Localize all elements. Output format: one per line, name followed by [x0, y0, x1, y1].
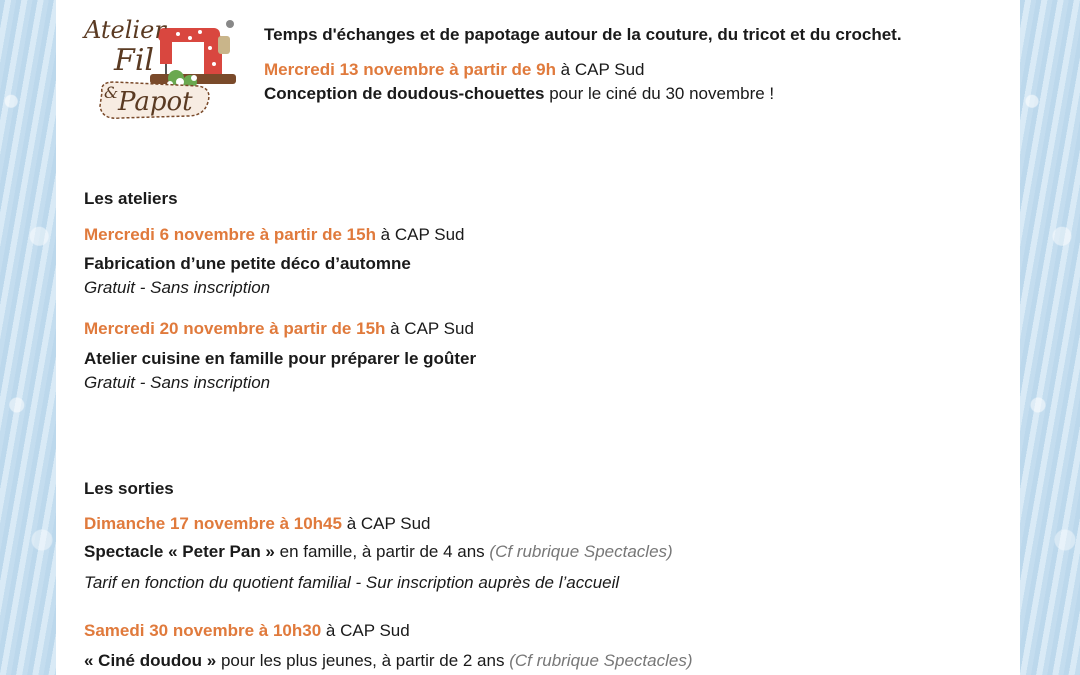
logo-text-fil: Fil [114, 43, 155, 78]
sortie-1-title-line [84, 541, 673, 563]
logo-text-ampersand: & [104, 83, 119, 102]
sortie-1-date: Dimanche 17 novembre à 10h45 [84, 514, 342, 533]
atelier-2-place: à CAP Sud [385, 319, 474, 338]
right-decorative-border [1020, 0, 1080, 675]
ateliers-heading: Les ateliers [84, 189, 178, 208]
sortie-2-date-line [84, 620, 410, 642]
sortie-1-title-rest: en famille, à partir de 4 ans [274, 542, 490, 561]
sortie-2-title-rest: pour les plus jeunes, à partir de 2 ans [216, 651, 510, 670]
atelier-1-note: Gratuit - Sans inscription [84, 278, 271, 297]
sortie-1-title: Spectacle « Peter Pan » [84, 542, 275, 561]
logo-text-atelier: Atelier [84, 16, 166, 44]
atelier-1-title: Fabrication d’une petite déco d’automne [84, 254, 411, 273]
logo-text-papot: Papot [118, 87, 193, 117]
atelier-fil-papot-logo [80, 8, 250, 128]
sorties-heading: Les sorties [84, 479, 174, 498]
sortie-1-place: à CAP Sud [341, 514, 431, 533]
atelier-2-date: Mercredi 20 novembre à partir de 15h [84, 319, 386, 338]
atelier-1-place: à CAP Sud [375, 225, 465, 244]
atelier-2-date-line [84, 318, 474, 340]
sortie-2-date: Samedi 30 novembre à 10h30 [84, 621, 322, 640]
sortie-1-date-line [84, 513, 431, 535]
intro-activity-line [264, 83, 774, 105]
atelier-2-title: Atelier cuisine en famille pour préparer le goûter [84, 349, 477, 368]
atelier-2-note: Gratuit - Sans inscription [84, 373, 271, 392]
intro-date: Mercredi 13 novembre à partir de 9h [264, 60, 556, 79]
sortie-2-ref: (Cf rubrique Spectacles) [509, 651, 693, 670]
intro-place: à CAP Sud [555, 60, 645, 79]
intro-date-line [264, 59, 644, 81]
intro-activity-rest: pour le ciné du 30 novembre ! [544, 84, 775, 103]
left-decorative-border [0, 0, 56, 675]
sortie-2-title: « Ciné doudou » [84, 651, 217, 670]
intro-headline: Temps d'échanges et de papotage autour de la couture, du tricot et du crochet. [264, 25, 902, 44]
sortie-2-title-line [84, 650, 693, 672]
atelier-1-date-line [84, 224, 464, 246]
atelier-1-date: Mercredi 6 novembre à partir de 15h [84, 225, 376, 244]
sortie-2-place: à CAP Sud [321, 621, 410, 640]
sortie-1-note: Tarif en fonction du quotient familial - Sur inscription auprès de l’accueil [84, 573, 620, 592]
sortie-1-ref: (Cf rubrique Spectacles) [489, 542, 673, 561]
intro-activity: Conception de doudous-chouettes [264, 84, 545, 103]
